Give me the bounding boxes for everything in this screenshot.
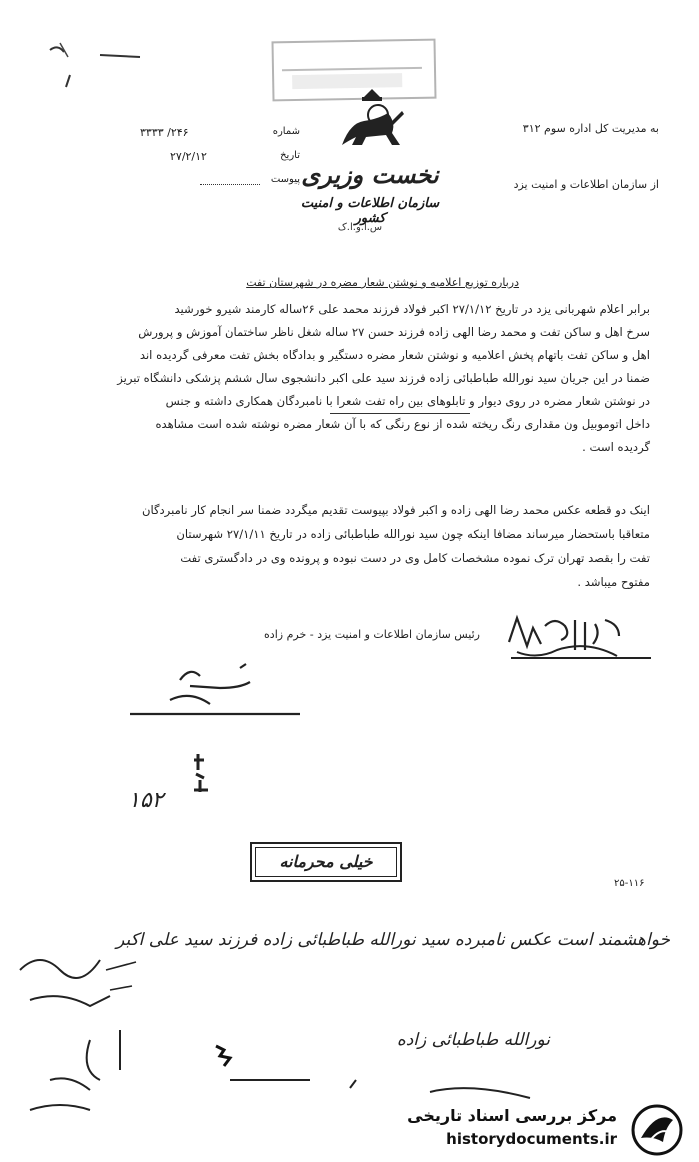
- ministry-title: نخست وزیری: [301, 160, 439, 189]
- reference-code: ۲۵-۱۱۶: [614, 878, 645, 889]
- document-date-value: ۲۷/۲/۱۲: [170, 150, 207, 163]
- stray-marks: [190, 750, 250, 800]
- handwritten-note-line-2: نورالله طباطبائی زاده: [396, 1030, 550, 1050]
- document-number-value: ۲۴۶/ ۳۳۳۳: [140, 126, 189, 139]
- margin-scribble-top-left: [40, 35, 160, 95]
- organization-title: سازمان اطلاعات و امنیت کشور: [300, 196, 440, 226]
- body-paragraph-1: [80, 298, 650, 459]
- attachment-dotted-line: [200, 184, 260, 185]
- handwritten-note-line-1: خواهشمند است عکس نامبرده سید نورالله طباطبائی زاده فرزند سید علی اکبر: [116, 930, 670, 950]
- addressee-line: به مدیریت کل اداره سوم ۳۱۲: [522, 122, 659, 135]
- document-attachment-label: پیوست: [270, 174, 300, 185]
- watermark: [407, 1100, 695, 1160]
- body-line: در نوشتن شعار مضره در روی دیوار و تابلوهای بین راه تفت شعرا با نامبردگان همکاری داشته و جنس: [165, 394, 650, 408]
- body-line: مفتوح میباشد .: [577, 575, 650, 589]
- classification-stamp: [250, 842, 402, 882]
- handwritten-signature-right: [505, 612, 655, 672]
- sender-line: از سازمان اطلاعات و امنیت یزد: [513, 178, 659, 191]
- watermark-url: historydocuments.ir: [446, 1130, 617, 1148]
- page-number: ۱۵۲: [128, 788, 164, 813]
- body-line: داخل اتوموبیل ون مقداری رنگ ریخته شده از نوع رنگی که با آن شعار مضره نوشته شده است مشاهده: [155, 417, 650, 431]
- watermark-title: مرکز بررسی اسناد تاریخی: [407, 1106, 617, 1125]
- document-date-row: [150, 150, 300, 168]
- watermark-logo-icon: [627, 1102, 687, 1158]
- body-line: گردیده است .: [582, 440, 650, 454]
- document-number-label: شماره: [272, 126, 300, 137]
- organization-code: س.ا.و.ا.ک: [337, 222, 383, 233]
- body-line: ضمنا در این جریان سید نورالله طباطبائی زاده فرزند سید علی اکبر دانشجوی سال ششم پزشکی دانشگاه تبریز: [117, 371, 650, 385]
- lion-and-sun-emblem: [332, 85, 412, 155]
- body-line: اهل و ساکن تفت باتهام پخش اعلامیه و نوشتن شعار مضره دستگیر و بدادگاه بخش تفت معرفی گردیده اند: [139, 348, 650, 362]
- body-paragraph-2: [80, 498, 650, 594]
- name-underline: [330, 413, 470, 414]
- body-line: سرخ اهل و ساکن تفت و محمد رضا الهی زاده فرزند حسن ۲۷ ساله شغل ناظر ساختمان آموزش و پرورش: [138, 325, 650, 339]
- document-attachment-row: [200, 174, 300, 192]
- document-date-label: تاریخ: [280, 150, 300, 161]
- handwritten-margin-notes: [10, 930, 150, 1130]
- handwritten-ink-blot: [210, 1040, 240, 1070]
- body-line: متعاقبا باستحضار میرساند مضافا اینکه چون سید نورالله طباطبائی زاده در تاریخ ۲۷/۱/۱۱ شهرستان: [176, 527, 650, 541]
- signatory-line: رئیس سازمان اطلاعات و امنیت یزد - خرم زاده: [264, 628, 480, 641]
- body-line: تفت را بقصد تهران ترک نموده مشخصات کامل وی در دست نبوده و پرونده وی در دادگستری تفت: [180, 551, 650, 565]
- handwritten-initials-left: [130, 660, 310, 720]
- body-line: برابر اعلام شهربانی یزد در تاریخ ۲۷/۱/۱۲ اکبر فولاد فرزند محمد علی ۲۶ساله کارمند شیرو خورشید: [174, 302, 650, 316]
- classification-stamp-label: خیلی محرمانه: [279, 852, 373, 871]
- body-line: اینک دو قطعه عکس محمد رضا الهی زاده و اکبر فولاد بپیوست تقدیم میگردد ضمنا سر انجام کار نامبردگان: [141, 503, 650, 517]
- subject-line: درباره توزیع اعلامیه و نوشتن شعار مضره در شهرستان تفت: [246, 276, 519, 289]
- document-number-row: [140, 126, 300, 144]
